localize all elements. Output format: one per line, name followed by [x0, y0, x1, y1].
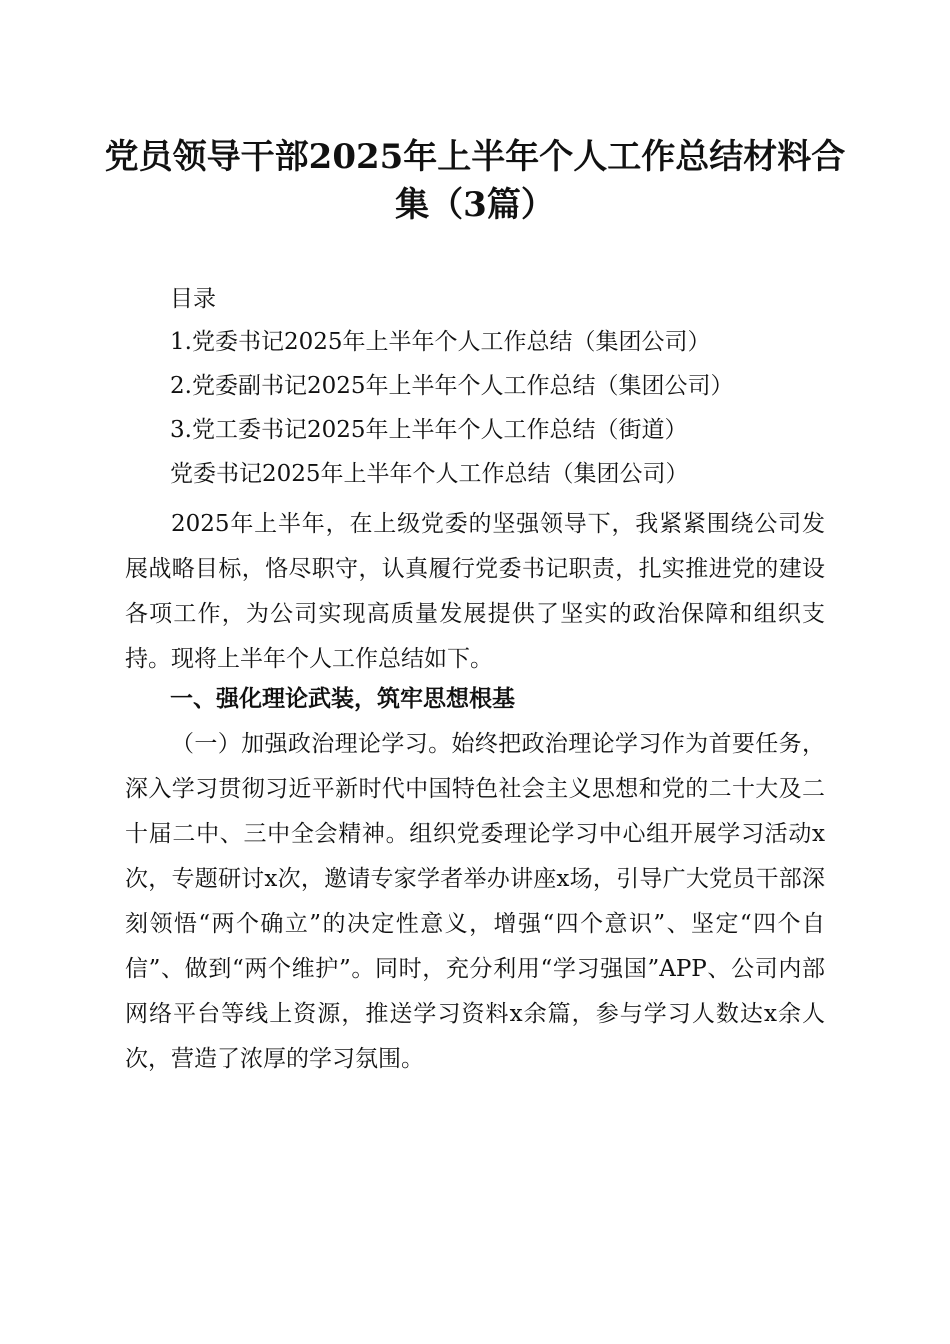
article-title: 党委书记2025年上半年个人工作总结（集团公司）: [170, 461, 689, 487]
intro-paragraph: 2025年上半年，在上级党委的坚强领导下，我紧紧围绕公司发展战略目标，恪尽职守，认真履行党委书记职责，扎实推进党的建设各项工作，为公司实现高质量发展提供了坚实的政治保障和组织支持。现将上半年个人工作总结如下。: [125, 511, 825, 672]
section1-paragraph-1: （一）加强政治理论学习。始终把政治理论学习作为首要任务，深入学习贯彻习近平新时代中国特色社会主义思想和党的二十大及二十届二中、三中全会精神。组织党委理论学习中心组开展学习活动x次，专题研讨x次，邀请专家学者举办讲座x场，引导广大党员干部深刻领悟“两个确立”的决定性意义，增强“四个意识”、坚定“四个自信”、做到“两个维护”。同时，充分利用“学习强国”APP、公司内部网络平台等线上资源，推送学习资料x余篇，参与学习人数达x余人次，营造了浓厚的学习氛围。: [125, 731, 825, 1072]
toc-item-2: 2.党委副书记2025年上半年个人工作总结（集团公司）: [170, 373, 734, 399]
toc-item-1: 1.党委书记2025年上半年个人工作总结（集团公司）: [170, 329, 711, 355]
toc-label: 目录: [170, 286, 216, 312]
document-title: 党员领导干部2025年上半年个人工作总结材料合集（3篇）: [104, 137, 846, 225]
section-heading-1: 一、强化理论武装，筑牢思想根基: [170, 686, 515, 712]
toc-item-3: 3.党工委书记2025年上半年个人工作总结（街道）: [170, 417, 688, 443]
